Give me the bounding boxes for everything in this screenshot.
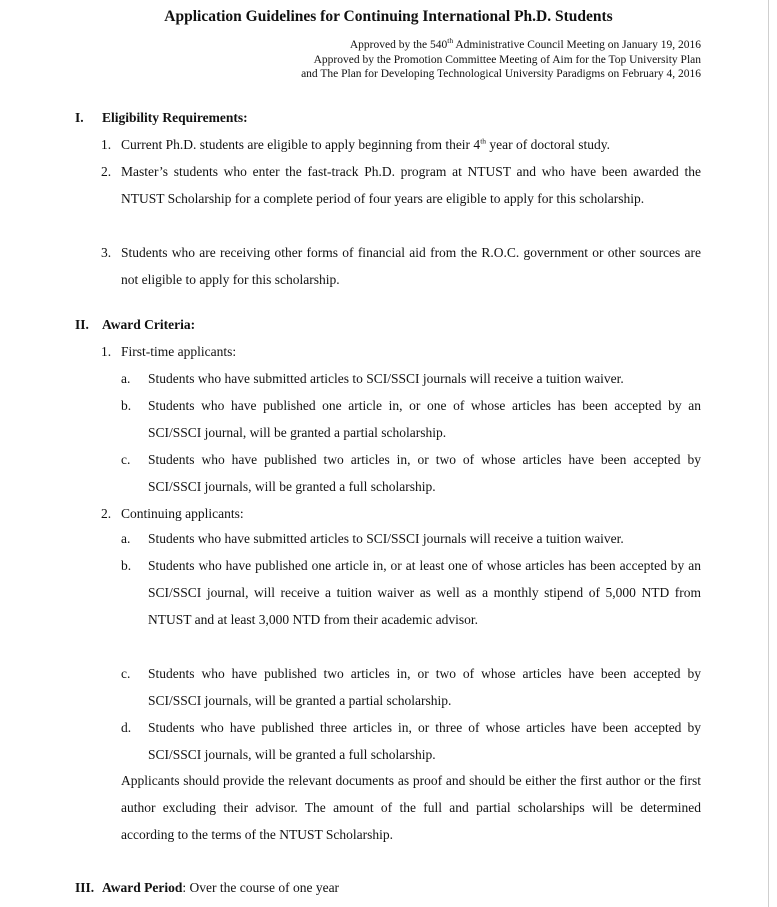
item-letter: b. xyxy=(121,398,132,413)
item-text: Continuing applicants: xyxy=(121,506,244,521)
item-text: Students who have submitted articles to SCI/SSCI journals will receive a tuition waiver. xyxy=(148,371,624,386)
section-3-heading xyxy=(75,880,339,896)
item-letter: c. xyxy=(121,452,131,467)
approval-line-3: and The Plan for Developing Technological University Paradigms on February 4, 2016 xyxy=(301,68,701,80)
document-title: Application Guidelines for Continuing International Ph.D. Students xyxy=(164,8,613,25)
item-number: 2. xyxy=(101,164,112,179)
note-text: Applicants should provide the relevant documents as proof and should be either the first author or the first author excluding their advisor. The amount of the full and partial scholarships will be determined according to the terms of the NTUST Scholarship. xyxy=(121,773,701,842)
first-time-criterion-b xyxy=(121,392,701,446)
award-period-text: : Over the course of one year xyxy=(182,880,340,895)
continuing-criterion-c xyxy=(121,660,701,714)
section-number: II. xyxy=(75,317,89,332)
item-text: First-time applicants: xyxy=(121,344,237,359)
item-text: Students who have published two articles in, or two of whose articles have been accepted by SCI/SSCI journals, will be granted a full scholarship. xyxy=(148,452,701,494)
continuing-criterion-a xyxy=(121,525,701,552)
first-time-criterion-c xyxy=(121,446,701,500)
item-text: Students who have published three articles in, or three of whose articles have been accepted by SCI/SSCI journals, will be granted a full scholarship. xyxy=(148,720,701,762)
section-title: Award Criteria: xyxy=(102,317,196,332)
award-criteria-note xyxy=(121,767,701,848)
item-text: Students who have published two articles in, or two of whose articles have been accepted by SCI/SSCI journals, will be granted a partial scholarship. xyxy=(148,666,701,708)
item-letter: d. xyxy=(121,720,132,735)
continuing-applicants-heading xyxy=(101,500,701,527)
item-text: Students who have submitted articles to SCI/SSCI journals will receive a tuition waiver. xyxy=(148,531,624,546)
item-number: 1. xyxy=(101,137,112,152)
item-number: 1. xyxy=(101,344,112,359)
item-number: 2. xyxy=(101,506,112,521)
eligibility-item-1 xyxy=(101,131,701,158)
item-text: Students who have published one article in, or one of whose articles has been accepted by an SCI/SSCI journal, will be granted a partial scholarship. xyxy=(148,398,701,440)
item-text: Students who have published one article in, or at least one of whose articles has been accepted by an SCI/SSCI journal, will receive a tuition waiver as well as a monthly stipend of 5,000 NTD from NTUST and at least 3,000 NTD from their academic advisor. xyxy=(148,558,701,627)
first-time-applicants-heading xyxy=(101,338,701,365)
item-text: Master’s students who enter the fast-track Ph.D. program at NTUST and who have been awarded the NTUST Scholarship for a complete period of four years are eligible to apply for this scholarship. xyxy=(121,164,701,206)
section-1-heading xyxy=(75,110,248,126)
item-text: Students who are receiving other forms of financial aid from the R.O.C. government or other sources are not eligible to apply for this scholarship. xyxy=(121,245,701,287)
item-letter: c. xyxy=(121,666,131,681)
approval-line-1: Approved by the 540th Administrative Council Meeting on January 19, 2016 xyxy=(349,36,701,51)
item-number: 3. xyxy=(101,245,112,260)
section-title: Award Period xyxy=(102,880,183,895)
continuing-criterion-d xyxy=(121,714,701,768)
page-edge-line xyxy=(768,0,769,907)
item-letter: b. xyxy=(121,558,132,573)
continuing-criterion-b xyxy=(121,552,701,633)
item-text: Current Ph.D. students are eligible to apply beginning from their 4th year of doctoral study. xyxy=(121,136,610,152)
eligibility-item-2 xyxy=(101,158,701,212)
approval-block xyxy=(301,38,701,82)
first-time-criterion-a xyxy=(121,365,701,392)
section-2-heading xyxy=(75,317,195,333)
section-title: Eligibility Requirements: xyxy=(102,110,248,125)
section-number: III. xyxy=(75,880,95,895)
section-number: I. xyxy=(75,110,84,125)
eligibility-item-3 xyxy=(101,239,701,293)
item-letter: a. xyxy=(121,531,131,546)
approval-line-2: Approved by the Promotion Committee Meeting of Aim for the Top University Plan xyxy=(313,53,701,66)
item-letter: a. xyxy=(121,371,131,386)
